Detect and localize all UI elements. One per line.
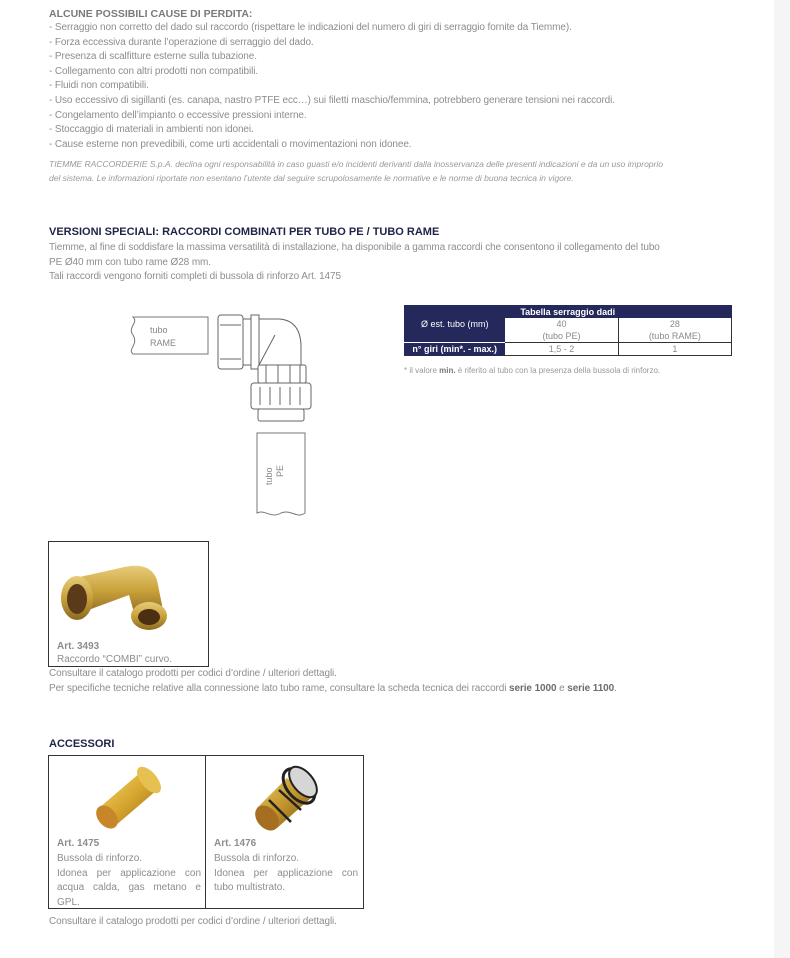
product-image-1476 <box>245 764 325 836</box>
accessory-art: Art. 1475 <box>57 838 100 849</box>
note-bold: min. <box>439 366 456 375</box>
accessories-footer: Consultare il catalogo prodotti per codici d’ordine / ulteriori dettagli. <box>49 916 337 927</box>
intro-line: Tali raccordi vengono forniti completi di bussola di rinforzo Art. 1475 <box>49 271 341 283</box>
tech-note <box>49 682 617 697</box>
special-title: VERSIONI SPECIALI: RACCORDI COMBINATI PER TUBO PE / TUBO RAME <box>49 226 440 238</box>
disclaimer-line: TIEMME RACCORDERIE S.p.A. declina ogni responsabilità in caso guasti e/o incidenti derivanti dalla inosservanza delle presenti indicazioni e da un uso improprio <box>49 159 663 169</box>
disclaimer <box>49 158 663 186</box>
series-1000-ref: serie 1000 <box>509 683 557 694</box>
pe-label-2: PE <box>275 464 285 477</box>
intro-line: PE Ø40 mm con tubo rame Ø28 mm. <box>49 256 211 268</box>
table-cell <box>505 318 618 343</box>
list-item: - Stoccaggio di materiali in ambienti non idonei. <box>49 124 254 136</box>
accessory-desc <box>57 852 201 910</box>
causes-list <box>49 21 615 152</box>
copper-label-2: RAME <box>150 338 177 348</box>
tech-suffix: . <box>614 683 617 694</box>
cell-sub: (tubo PE) <box>542 331 581 341</box>
product-image-1475 <box>89 764 169 836</box>
cell-value: 28 <box>669 319 680 329</box>
row-header-diameter: Ø est. tubo (mm) <box>404 318 505 343</box>
grid-divider <box>205 756 206 908</box>
list-item: - Presenza di scalfitture esterne sulla tubazione. <box>49 51 257 63</box>
tightening-table <box>404 305 732 356</box>
list-item: - Collegamento con altri prodotti non compatibili. <box>49 65 258 77</box>
accessory-line1: Bussola di rinforzo. <box>214 853 300 864</box>
copper-pipe-drawing <box>131 317 208 354</box>
accessory-line1: Bussola di rinforzo. <box>57 853 143 864</box>
table-cell: 1,5 - 2 <box>505 343 618 356</box>
product-card-3493 <box>48 541 209 667</box>
intro-line: Tiemme, al fine di soddisfare la massima versatilità di installazione, ha disponibile a gamma raccordi che consentono il collegamento del tubo <box>49 242 660 253</box>
tech-prefix: Per specifiche tecniche relative alla connessione lato tubo rame, consultare la scheda tecnica dei raccordi <box>49 683 510 694</box>
list-item: - Serraggio non corretto del dado sul raccordo (rispettare le indicazioni del numero di giri di serraggio fornite da Tiemme). <box>49 22 572 33</box>
elbow-fitting-drawing <box>218 315 311 421</box>
tech-mid: e <box>556 683 568 694</box>
special-intro <box>49 241 660 285</box>
accessory-line2: Idonea per applicazione con tubo multistrato. <box>214 867 358 894</box>
accessories-grid <box>48 755 364 909</box>
causes-title: ALCUNE POSSIBILI CAUSE DI PERDITA: <box>49 8 253 20</box>
note-prefix: * il valore <box>404 366 440 375</box>
table-cell <box>618 318 731 343</box>
list-item: - Uso eccessivo di sigillanti (es. canapa, nastro PTFE ecc…) sui filetti maschio/femmina, potrebbero generare tensioni nei raccordi. <box>49 94 615 106</box>
table-row <box>404 318 732 343</box>
table-row <box>404 343 732 356</box>
page-edge <box>774 0 790 958</box>
table-cell: 1 <box>618 343 731 356</box>
pe-label-1: tubo <box>264 467 274 485</box>
accessory-art: Art. 1476 <box>214 838 257 849</box>
product-image-3493 <box>55 550 175 635</box>
row-header-turns: n° giri (min*. - max.) <box>404 343 505 356</box>
fitting-diagram <box>115 305 315 525</box>
catalog-note: Consultare il catalogo prodotti per codici d’ordine / ulteriori dettagli. <box>49 668 337 679</box>
copper-label-1: tubo <box>150 325 168 335</box>
accessory-desc <box>214 852 358 896</box>
product-desc: Raccordo “COMBI” curvo. <box>57 654 173 665</box>
accessory-line2: Idonea per applicazione con acqua calda, gas metano e GPL. <box>57 867 201 908</box>
list-item: - Fluidi non compatibili. <box>49 80 149 92</box>
table-title: Tabella serraggio dadi <box>404 305 732 318</box>
product-art: Art. 3493 <box>57 641 100 652</box>
accessories-title: ACCESSORI <box>49 738 115 750</box>
note-suffix: è riferito al tubo con la presenza della bussola di rinforzo. <box>455 366 661 375</box>
cell-sub: (tubo RAME) <box>648 331 701 341</box>
cell-value: 40 <box>556 319 567 329</box>
list-item: - Forza eccessiva durante l’operazione di serraggio del dado. <box>49 36 314 48</box>
disclaimer-line: del sistema. Le informazioni riportate non esentano l’utente dal seguire scrupolosamente le normative e le norme di buona tecnica in vigore. <box>49 172 574 183</box>
list-item: - Cause esterne non prevedibili, come urti accidentali o movimentazioni non idonee. <box>49 138 412 150</box>
list-item: - Congelamento dell’impianto o eccessive pressioni interne. <box>49 109 307 121</box>
series-1100-ref: serie 1100 <box>567 683 615 694</box>
table-note <box>404 366 660 375</box>
